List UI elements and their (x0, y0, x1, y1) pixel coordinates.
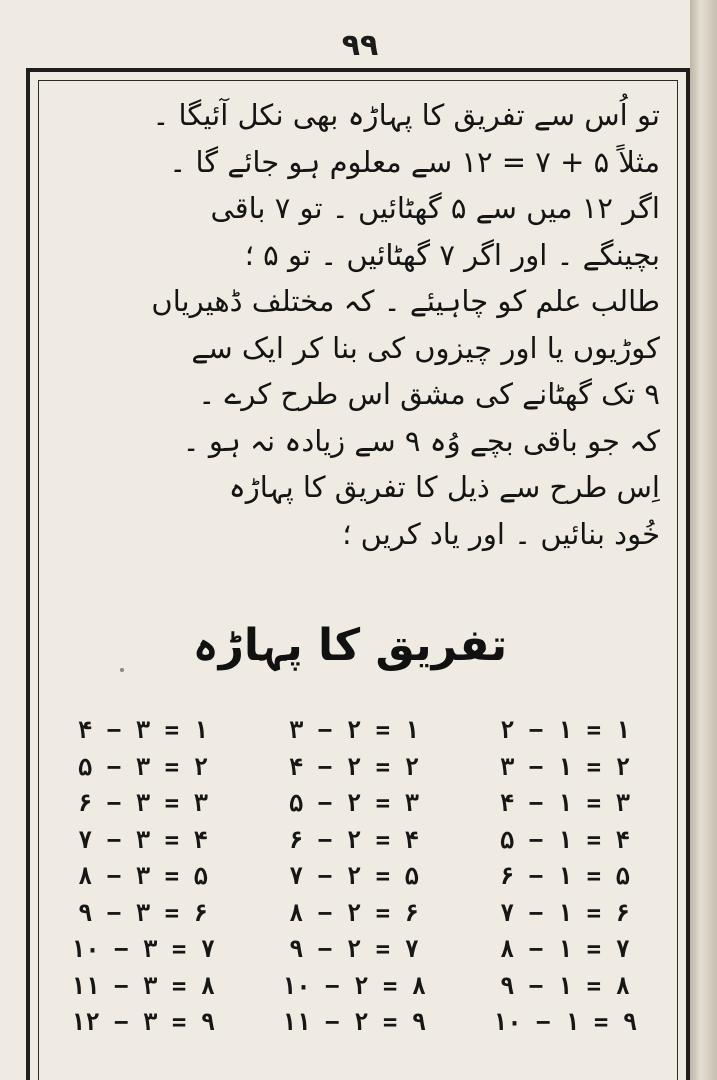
table-row: ۱۱ − ۳ = ۸ (70, 971, 216, 1000)
table-row: ۳ − ۲ = ۱ (288, 716, 420, 744)
table-row: ۶ − ۳ = ۳ (77, 789, 209, 817)
paragraph (60, 92, 660, 557)
paragraph-line: اگر ۱۲ میں سے ۵ گھٹائیں ۔ تو ۷ باقی (210, 191, 660, 225)
table-column-minus-1 (470, 712, 660, 1062)
page-edge (690, 0, 717, 1080)
table-row: ۷ − ۳ = ۴ (77, 825, 209, 854)
paragraph-line: تو اُس سے تفریق کا پہاڑہ بھی نکل آئیگا ۔ (152, 98, 660, 132)
table-row: ۶ − ۱ = ۵ (499, 862, 631, 890)
table-row: ۹ − ۳ = ۶ (77, 898, 209, 927)
page-number: ۹۹ (341, 28, 379, 63)
table-row: ۴ − ۲ = ۲ (288, 752, 420, 781)
paragraph-line: ۹ تک گھٹانے کی مشق اس طرح کرے ۔ (198, 377, 660, 411)
table-row: ۷ − ۲ = ۵ (288, 862, 420, 890)
table-row: ۳ − ۱ = ۲ (499, 752, 631, 781)
table-row: ۵ − ۲ = ۳ (288, 789, 420, 817)
table-row: ۴ − ۱ = ۳ (499, 789, 631, 817)
table-column-minus-3 (48, 712, 238, 1062)
table-row: ۷ − ۱ = ۶ (499, 898, 631, 927)
paper-speck (120, 668, 124, 672)
paragraph-line: طالب علم کو چاہیئے ۔ کہ مختلف ڈھیریاں (151, 284, 660, 318)
table-row: ۶ − ۲ = ۴ (288, 825, 420, 854)
table-row: ۸ − ۳ = ۵ (77, 862, 209, 890)
table-row: ۵ − ۱ = ۴ (499, 825, 631, 854)
paragraph-line: کوڑیوں یا اور چیزوں کی بنا کر ایک سے (191, 330, 660, 365)
table-title: تفریق کا پہاڑہ (192, 620, 508, 671)
paragraph-line: کہ جو باقی بچے وُہ ۹ سے زیادہ نہ ہو ۔ (182, 423, 660, 458)
paragraph-line: خُود بنائیں ۔ اور یاد کریں ؛ (342, 516, 660, 551)
table-row: ۱۰ − ۱ = ۹ (492, 1008, 638, 1036)
table-row: ۲ − ۱ = ۱ (499, 716, 631, 744)
table-row: ۹ − ۲ = ۷ (288, 935, 420, 963)
paragraph-line: بچینگے ۔ اور اگر ۷ گھٹائیں ۔ تو ۵ ؛ (244, 237, 660, 272)
table-row: ۴ − ۳ = ۱ (77, 716, 209, 744)
table-row: ۹ − ۱ = ۸ (499, 971, 631, 1000)
table-row: ۸ − ۲ = ۶ (288, 898, 420, 927)
table-row: ۸ − ۱ = ۷ (499, 935, 631, 963)
subtraction-table (48, 712, 660, 1062)
table-column-minus-2 (259, 712, 449, 1062)
table-row: ۱۱ − ۲ = ۹ (281, 1008, 427, 1036)
paragraph-line: مثلاً ۵ + ۷ = ۱۲ سے معلوم ہو جائے گا ۔ (169, 144, 660, 179)
table-row: ۵ − ۳ = ۲ (77, 752, 209, 781)
table-row: ۱۰ − ۳ = ۷ (70, 935, 216, 963)
paragraph-line: اِس طرح سے ذیل کا تفریق کا پہاڑہ (228, 470, 660, 504)
table-row: ۱۰ − ۲ = ۸ (281, 971, 427, 1000)
table-row: ۱۲ − ۳ = ۹ (70, 1008, 216, 1036)
